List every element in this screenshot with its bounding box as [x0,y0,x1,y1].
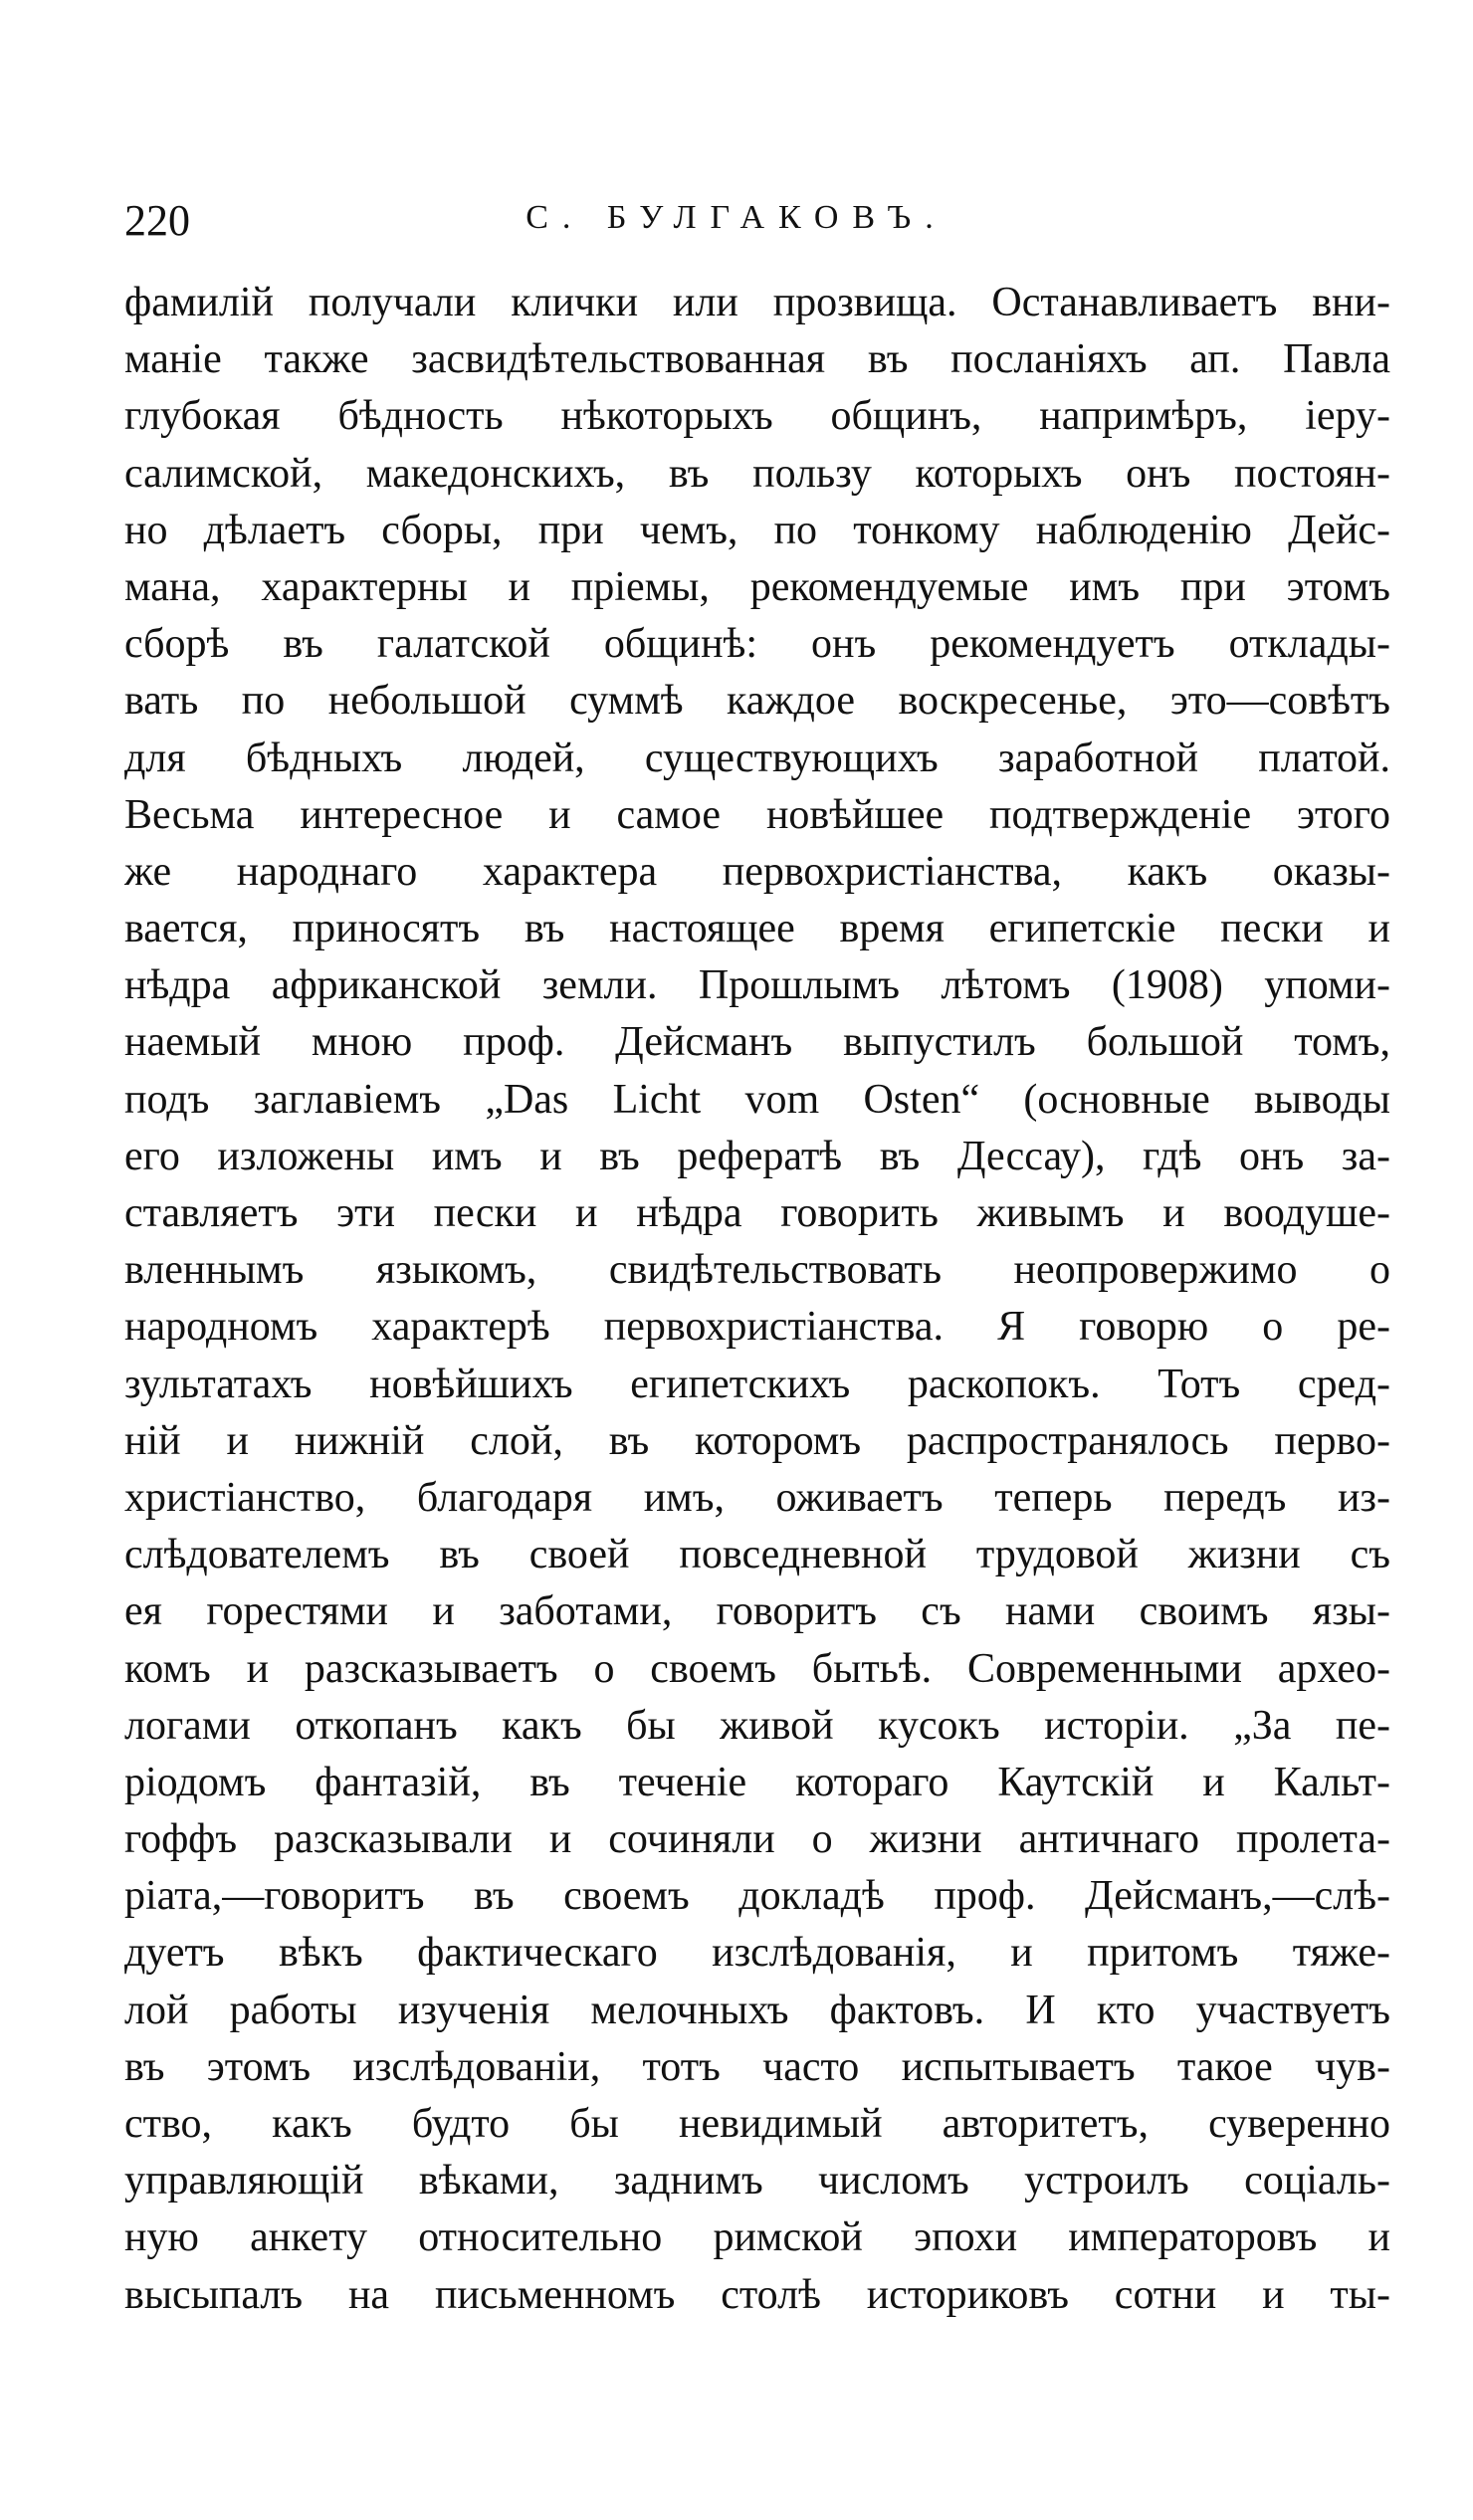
text-line: ную анкету относительно римской эпохи императоровъ и [124,2214,1390,2261]
text-line: управляющій вѣками, заднимъ числомъ устроилъ соціаль- [124,2158,1390,2205]
body-text [124,275,1390,2324]
text-line: салимской, македонскихъ, въ пользу которыхъ онъ постоян- [124,450,1390,497]
text-line: христіанство, благодаря имъ, оживаетъ теперь передъ из- [124,1474,1390,1521]
text-line: наемый мною проф. Дейсманъ выпустилъ большой томъ, [124,1019,1390,1066]
text-line: мана, характерны и пріемы, рекомендуемые имъ при этомъ [124,563,1390,610]
text-line: слѣдователемъ въ своей повседневной трудовой жизни съ [124,1532,1390,1578]
running-title: С. БУЛГАКОВЪ. [526,199,947,236]
text-line: логами откопанъ какъ бы живой кусокъ исторіи. „За пе- [124,1702,1390,1749]
text-line: для бѣдныхъ людей, существующихъ заработной платой. [124,735,1390,781]
page-number: 220 [124,196,190,245]
text-line: сборѣ въ галатской общинѣ: онъ рекомендуетъ отклады- [124,621,1390,668]
text-line: маніе также засвидѣтельствованная въ посланіяхъ ап. Павла [124,336,1390,383]
text-line: ея горестями и заботами, говоритъ съ нами своимъ язы- [124,1588,1390,1635]
text-line: подъ заглавіемъ „Das Licht vom Osten“ (основные выводы [124,1076,1390,1123]
text-line: зультатахъ новѣйшихъ египетскихъ раскопокъ. Тотъ сред- [124,1361,1390,1407]
text-line: высыпалъ на письменномъ столѣ историковъ сотни и ты- [124,2271,1390,2318]
text-line: вается, приносятъ въ настоящее время египетскіе пески и [124,906,1390,952]
text-line: Весьма интересное и самое новѣйшее подтвержденіе этого [124,791,1390,838]
text-line: гоффъ разсказывали и сочиняли о жизни античнаго пролета- [124,1816,1390,1863]
text-line: ріодомъ фантазій, въ теченіе котораго Каутскій и Кальт- [124,1759,1390,1805]
text-line: вать по небольшой суммѣ каждое воскресенье, это—совѣтъ [124,678,1390,725]
text-line: вленнымъ языкомъ, свидѣтельствовать неопровержимо о [124,1247,1390,1294]
text-line: его изложены имъ и въ рефератѣ въ Дессау), гдѣ онъ за- [124,1133,1390,1179]
text-line: дуетъ вѣкъ фактическаго изслѣдованія, и притомъ тяже- [124,1930,1390,1977]
text-line: фамилій получали клички или прозвища. Останавливаетъ вни- [124,280,1390,325]
text-line: комъ и разсказываетъ о своемъ бытьѣ. Современными архео- [124,1645,1390,1692]
text-line: нѣдра африканской земли. Прошлымъ лѣтомъ (1908) упоми- [124,962,1390,1009]
text-line: глубокая бѣдность нѣкоторыхъ общинъ, напримѣръ, іеру- [124,393,1390,440]
text-line: ріата,—говоритъ въ своемъ докладѣ проф. Дейсманъ,—слѣ- [124,1873,1390,1920]
text-line: лой работы изученія мелочныхъ фактовъ. И кто участвуетъ [124,1987,1390,2033]
text-line: ство, какъ будто бы невидимый авторитетъ, суверенно [124,2101,1390,2147]
text-line: же народнаго характера первохристіанства, какъ оказы- [124,848,1390,895]
text-line: ній и нижній слой, въ которомъ распространялось перво- [124,1417,1390,1464]
text-line: народномъ характерѣ первохристіанства. Я говорю о ре- [124,1304,1390,1351]
text-line: ставляетъ эти пески и нѣдра говорить живымъ и воодуше- [124,1190,1390,1236]
text-line: въ этомъ изслѣдованіи, тотъ часто испытываетъ такое чув- [124,2043,1390,2090]
text-line: но дѣлаетъ сборы, при чемъ, по тонкому наблюденію Дейс- [124,507,1390,553]
